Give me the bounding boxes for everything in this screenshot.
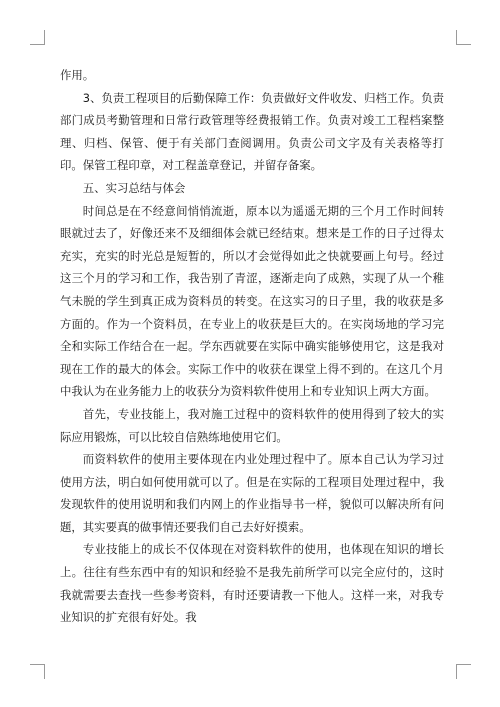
crop-mark-top-left <box>30 30 45 45</box>
paragraph-continuation: 作用。 <box>60 68 95 82</box>
document-body <box>60 64 444 629</box>
crop-mark-bottom-left <box>30 664 45 679</box>
paragraph-knowledge-growth: 专业技能上的成长不仅体现在对资料软件的使用，也体现在知识的增长上。往往有些东西中有的知识和经验不是我先前所学可以完全应付的，这时我就需要去查找一些参考资料，有时还要请教一下他人。这样一来，对我专业知识的扩充很有好处。我 <box>60 542 444 625</box>
paragraph-software-usage: 而资料软件的使用主要体现在内业处理过程中了。原本自己认为学习过使用方法，明白如何使用就可以了。但是在实际的工程项目处理过程中，我发现软件的使用说明和我们内网上的作业指导书一样，貌似可以解决所有问题，其实要真的做事情还要我们自己去好好摸索。 <box>60 452 444 534</box>
paragraph-logistics-duties: 3、负责工程项目的后勤保障工作：负责做好文件收发、归档工作。负责部门成员考勤管理和日常行政管理等经费报销工作。负责对竣工工程档案整理、归档、保管、便于有关部门查阅调用。负责公司文字及有关表格等打印。保管工程印章，对工程盖章登记，并留存备案。 <box>60 90 444 173</box>
crop-mark-bottom-right <box>456 664 471 679</box>
paragraph-professional-skills: 首先，专业技能上，我对施工过程中的资料软件的使用得到了较大的实际应用锻炼，可以比较自信熟练地使用它们。 <box>60 406 444 444</box>
paragraph-time-reflection: 时间总是在不经意间悄悄流逝，原本以为遥遥无期的三个月工作时间转眼就过去了，好像还来不及细细体会就已经结束。想来是工作的日子过得太充实，充实的时光总是短暂的，所以才会觉得如此之快就要画上句号。经过这三个月的学习和工作，我告别了青涩，逐渐走向了成熟，实现了从一个稚气未脱的学生到真正成为资料员的转变。在这实习的日子里，我的收获是多方面的。作为一个资料员，在专业上的收获是巨大的。在实岗场地的学习完全和实际工作结合在一起。学东西就要在实际中确实能够使用它，这是我对现在工作的最大的体会。实际工作中的收获在课堂上得不到的。在这几个月中我认为在业务能力上的收获分为资料软件使用上和专业知识上两大方面。 <box>60 203 444 399</box>
section-heading-summary: 五、实习总结与体会 <box>82 180 186 195</box>
crop-mark-top-right <box>456 30 471 45</box>
